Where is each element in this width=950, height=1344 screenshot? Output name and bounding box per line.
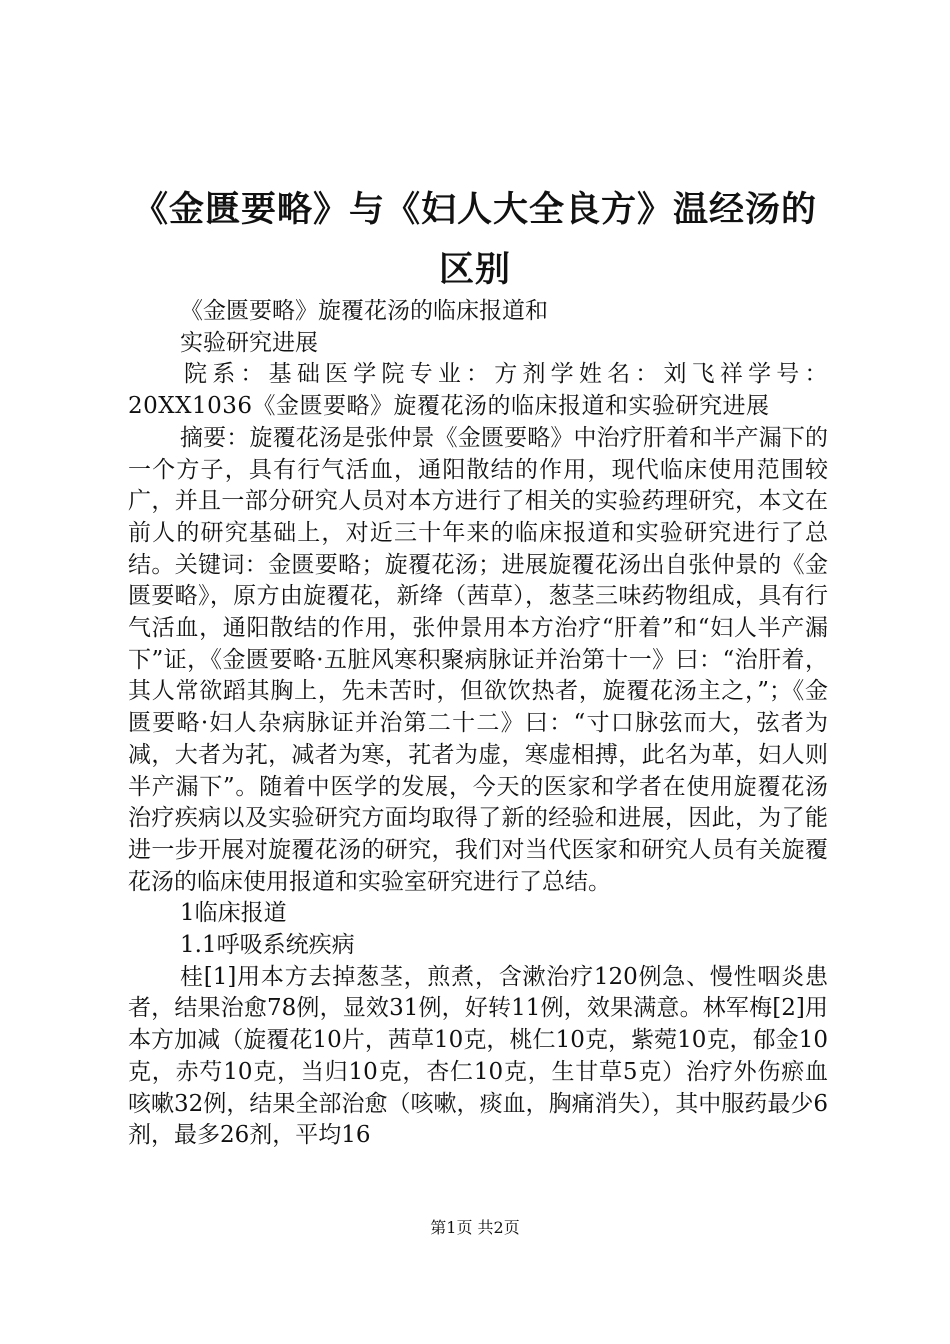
- subtitle-line-2: 实验研究进展: [180, 329, 318, 356]
- page-footer: 第1页 共2页: [430, 1218, 520, 1237]
- document-title: 《金匮要略》与《妇人大全良方》温经汤的区别: [132, 189, 817, 290]
- body-paragraph: 桂[1]用本方去掉葱茎，煎煮，含漱治疗120例急、慢性咽炎患者，结果治愈78例，显效31例，好转11例，效果满意。林军梅[2]用本方加减（旋覆花10片，茜草10克，桃仁10克，紫菀10克，郁金10克，赤芍10克，当归10克，杏仁10克，生甘草5克）治疗外伤瘀血咳嗽32例，结果全部治愈（咳嗽，痰血，胸痛消失），其中服药最少6剂，最多26剂，平均16: [128, 963, 828, 1149]
- document-body: [128, 296, 828, 1152]
- abstract-paragraph: 摘要：旋覆花汤是张仲景《金匮要略》中治疗肝着和半产漏下的一个方子，具有行气活血，通阳散结的作用，现代临床使用范围较广，并且一部分研究人员对本方进行了相关的实验药理研究，本文在前人的研究基础上，对近三十年来的临床报道和实验研究进行了总结。关键词：金匮要略；旋覆花汤；进展旋覆花汤出自张仲景的《金匮要略》，原方由旋覆花，新绛（茜草），葱茎三味药物组成，具有行气活血，通阳散结的作用，张仲景用本方治疗“肝着”和“妇人半产漏下”证，《金匮要略·五脏风寒积聚病脉证并治第十一》曰：“治肝着，其人常欲蹈其胸上，先未苦时，但欲饮热者，旋覆花汤主之，”；《金匮要略·妇人杂病脉证并治第二十二》曰：“寸口脉弦而大，弦者为减，大者为芤，减者为寒，芤者为虚，寒虚相搏，此名为革，妇人则半产漏下”。随着中医学的发展，今天的医家和学者在使用旋覆花汤治疗疾病以及实验研究方面均取得了新的经验和进展，因此，为了能进一步开展对旋覆花汤的研究，我们对当代医家和研究人员有关旋覆花汤的临床使用报道和实验室研究进行了总结。: [128, 424, 828, 895]
- section-heading: 1临床报道: [180, 900, 287, 927]
- author-info: 院系：基础医学院专业：方剂学姓名：刘飞祥学号：20XX1036《金匮要略》旋覆花汤的临床报道和实验研究进展: [128, 361, 828, 420]
- subsection-heading: 1.1呼吸系统疾病: [180, 932, 355, 959]
- subtitle-line-1: 《金匮要略》旋覆花汤的临床报道和: [180, 298, 548, 324]
